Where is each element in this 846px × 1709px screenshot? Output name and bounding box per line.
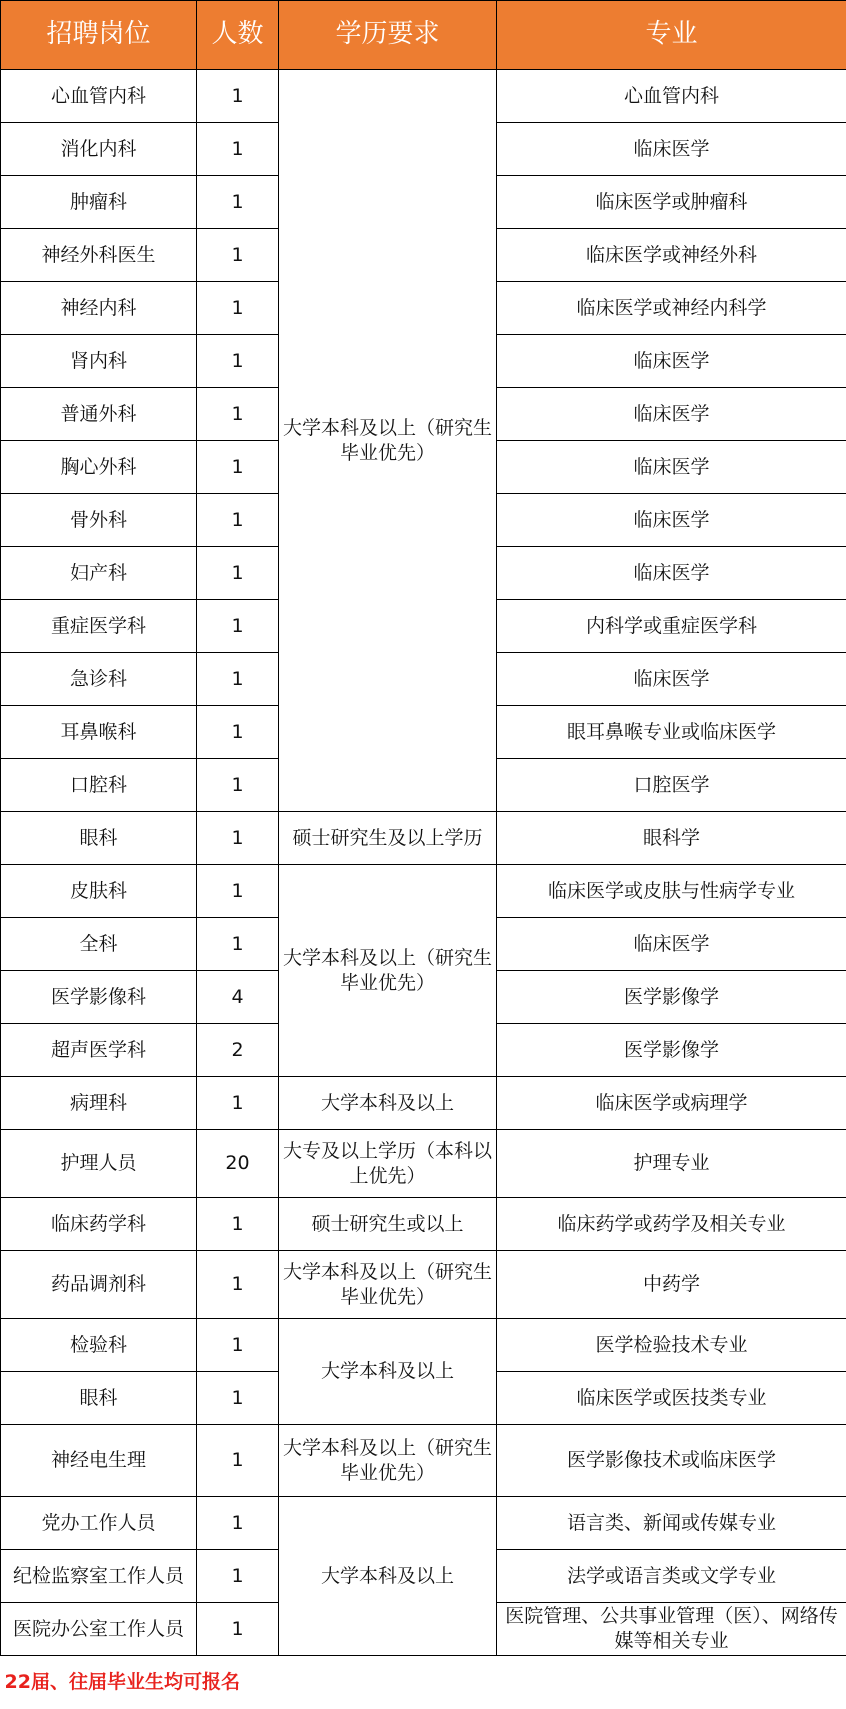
- table-row: [1, 1425, 846, 1497]
- cell-major: 临床医学: [497, 441, 846, 494]
- table-row: [1, 70, 846, 123]
- cell-major: 临床医学或医技类专业: [497, 1372, 846, 1425]
- cell-count: 4: [197, 971, 279, 1024]
- cell-count: 1: [197, 388, 279, 441]
- cell-count: 1: [197, 653, 279, 706]
- cell-major: 临床医学或病理学: [497, 1077, 846, 1130]
- cell-position: 肿瘤科: [1, 176, 197, 229]
- cell-position: 心血管内科: [1, 70, 197, 123]
- cell-major: 临床医学: [497, 123, 846, 176]
- cell-position: 超声医学科: [1, 1024, 197, 1077]
- cell-count: 20: [197, 1130, 279, 1198]
- cell-position: 医院办公室工作人员: [1, 1603, 197, 1656]
- cell-major: 临床医学: [497, 918, 846, 971]
- cell-count: 1: [197, 812, 279, 865]
- cell-position: 眼科: [1, 812, 197, 865]
- cell-education: 大学本科及以上（研究生毕业优先）: [279, 1425, 497, 1497]
- cell-major: 临床医学: [497, 388, 846, 441]
- cell-major: 语言类、新闻或传媒专业: [497, 1497, 846, 1550]
- cell-position: 临床药学科: [1, 1198, 197, 1251]
- cell-position: 医学影像科: [1, 971, 197, 1024]
- cell-position: 肾内科: [1, 335, 197, 388]
- cell-count: 1: [197, 282, 279, 335]
- cell-education: 硕士研究生及以上学历: [279, 812, 497, 865]
- cell-education: 大学本科及以上: [279, 1077, 497, 1130]
- cell-position: 妇产科: [1, 547, 197, 600]
- footer-row: [1, 1656, 846, 1709]
- table-header-row: [1, 1, 846, 70]
- cell-major: 眼科学: [497, 812, 846, 865]
- table-row: [1, 1497, 846, 1550]
- cell-major: 临床医学: [497, 653, 846, 706]
- cell-major: 临床医学: [497, 335, 846, 388]
- cell-education: 大学本科及以上（研究生毕业优先）: [279, 1251, 497, 1319]
- cell-count: 1: [197, 706, 279, 759]
- cell-major: 临床医学或皮肤与性病学专业: [497, 865, 846, 918]
- table-row: [1, 812, 846, 865]
- cell-count: 1: [197, 441, 279, 494]
- cell-education: 大学本科及以上: [279, 1319, 497, 1425]
- cell-position: 党办工作人员: [1, 1497, 197, 1550]
- cell-education: 大学本科及以上（研究生毕业优先）: [279, 865, 497, 1077]
- cell-position: 眼科: [1, 1372, 197, 1425]
- cell-position: 普通外科: [1, 388, 197, 441]
- cell-count: 1: [197, 918, 279, 971]
- cell-major: 临床医学或神经外科: [497, 229, 846, 282]
- cell-count: 1: [197, 1198, 279, 1251]
- cell-major: 医学影像学: [497, 1024, 846, 1077]
- cell-count: 1: [197, 1425, 279, 1497]
- cell-position: 口腔科: [1, 759, 197, 812]
- cell-position: 纪检监察室工作人员: [1, 1550, 197, 1603]
- cell-position: 重症医学科: [1, 600, 197, 653]
- cell-count: 1: [197, 123, 279, 176]
- table-row: [1, 1319, 846, 1372]
- cell-position: 神经外科医生: [1, 229, 197, 282]
- cell-position: 皮肤科: [1, 865, 197, 918]
- cell-count: 1: [197, 70, 279, 123]
- cell-count: 1: [197, 1319, 279, 1372]
- cell-position: 耳鼻喉科: [1, 706, 197, 759]
- cell-major: 法学或语言类或文学专业: [497, 1550, 846, 1603]
- cell-count: 1: [197, 229, 279, 282]
- cell-count: 1: [197, 1550, 279, 1603]
- cell-count: 1: [197, 1251, 279, 1319]
- cell-major: 心血管内科: [497, 70, 846, 123]
- cell-position: 检验科: [1, 1319, 197, 1372]
- header-major: 专业: [497, 1, 846, 70]
- cell-major: 中药学: [497, 1251, 846, 1319]
- table-row: [1, 1130, 846, 1198]
- cell-major: 医学检验技术专业: [497, 1319, 846, 1372]
- cell-position: 病理科: [1, 1077, 197, 1130]
- cell-major: 医学影像学: [497, 971, 846, 1024]
- table-row: [1, 1198, 846, 1251]
- table-row: [1, 1251, 846, 1319]
- cell-count: 1: [197, 176, 279, 229]
- cell-position: 全科: [1, 918, 197, 971]
- table-row: [1, 865, 846, 918]
- cell-position: 急诊科: [1, 653, 197, 706]
- cell-position: 消化内科: [1, 123, 197, 176]
- cell-count: 1: [197, 865, 279, 918]
- cell-position: 神经内科: [1, 282, 197, 335]
- cell-position: 护理人员: [1, 1130, 197, 1198]
- cell-major: 医学影像技术或临床医学: [497, 1425, 846, 1497]
- cell-count: 1: [197, 494, 279, 547]
- cell-major: 临床医学或神经内科学: [497, 282, 846, 335]
- table-row: [1, 1077, 846, 1130]
- cell-major: 临床医学: [497, 547, 846, 600]
- cell-count: 1: [197, 547, 279, 600]
- cell-position: 胸心外科: [1, 441, 197, 494]
- cell-count: 1: [197, 759, 279, 812]
- header-count: 人数: [197, 1, 279, 70]
- cell-education: 大学本科及以上: [279, 1497, 497, 1656]
- footer-note: 22届、往届毕业生均可报名: [4, 1670, 240, 1693]
- header-position: 招聘岗位: [1, 1, 197, 70]
- cell-major: 临床医学: [497, 494, 846, 547]
- cell-major: 眼耳鼻喉专业或临床医学: [497, 706, 846, 759]
- cell-major: 护理专业: [497, 1130, 846, 1198]
- cell-major: 临床医学或肿瘤科: [497, 176, 846, 229]
- cell-education: 大学本科及以上（研究生毕业优先）: [279, 70, 497, 812]
- cell-education: 大专及以上学历（本科以上优先）: [279, 1130, 497, 1198]
- header-education: 学历要求: [279, 1, 497, 70]
- cell-count: 1: [197, 600, 279, 653]
- cell-count: 1: [197, 1497, 279, 1550]
- cell-position: 神经电生理: [1, 1425, 197, 1497]
- cell-major: 内科学或重症医学科: [497, 600, 846, 653]
- cell-count: 1: [197, 1077, 279, 1130]
- cell-count: 1: [197, 1603, 279, 1656]
- cell-major: 口腔医学: [497, 759, 846, 812]
- cell-major: 临床药学或药学及相关专业: [497, 1198, 846, 1251]
- cell-position: 骨外科: [1, 494, 197, 547]
- cell-education: 硕士研究生或以上: [279, 1198, 497, 1251]
- cell-count: 2: [197, 1024, 279, 1077]
- cell-position: 药品调剂科: [1, 1251, 197, 1319]
- cell-count: 1: [197, 1372, 279, 1425]
- cell-count: 1: [197, 335, 279, 388]
- cell-major: 医院管理、公共事业管理（医）、网络传媒等相关专业: [497, 1603, 846, 1656]
